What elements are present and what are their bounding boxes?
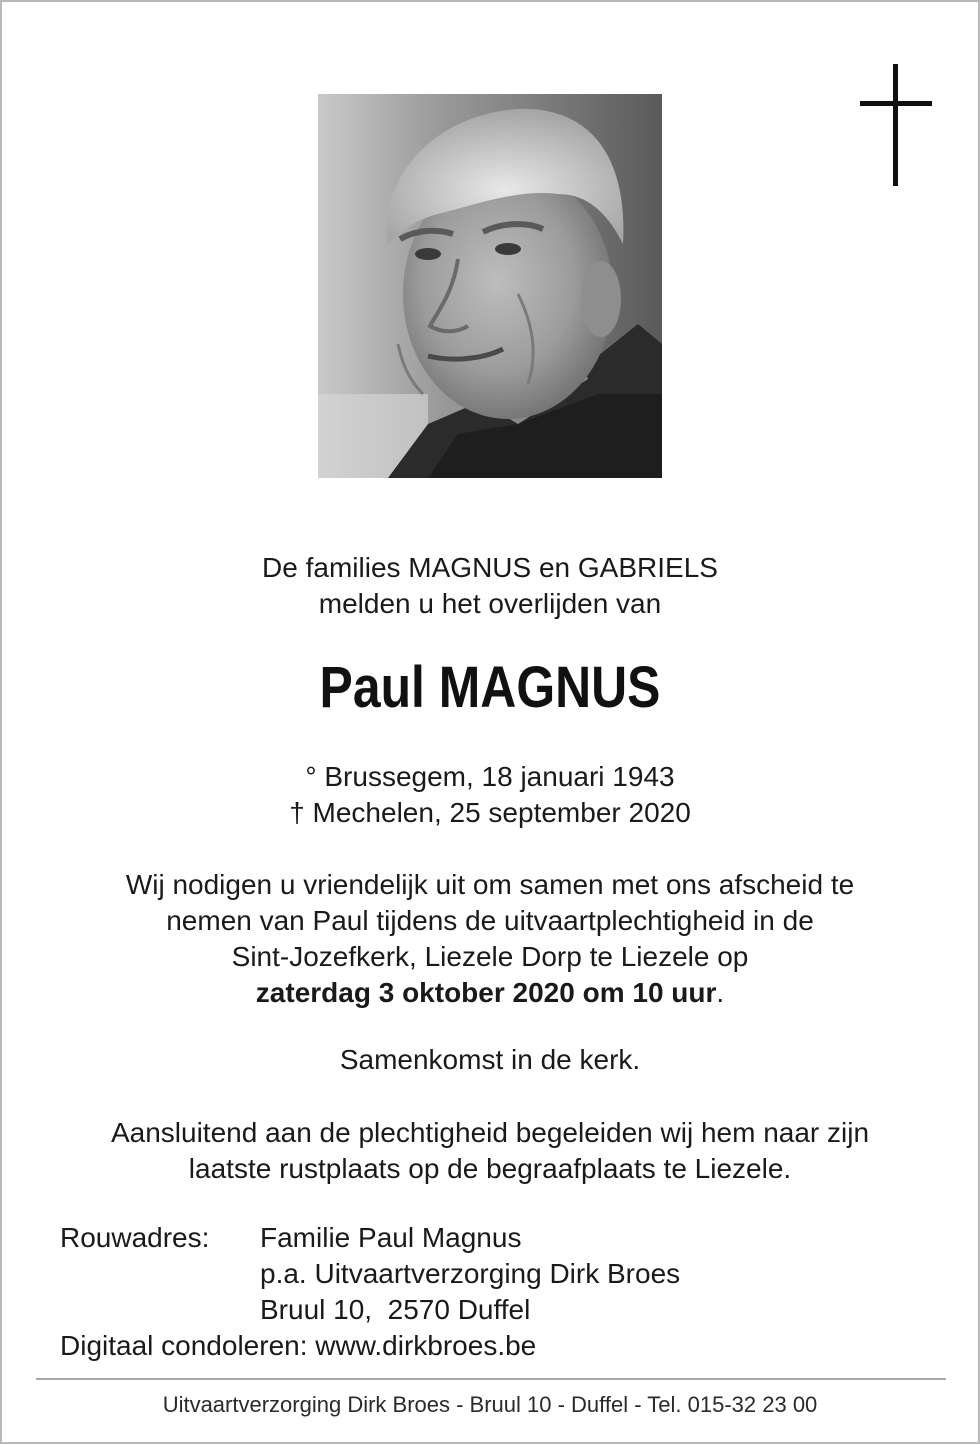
burial-line-2: laatste rustplaats op de begraafplaats te Liezele.	[188, 1153, 792, 1184]
footer-contact: Uitvaartverzorging Dirk Broes - Bruul 10 - Duffel - Tel. 015-32 23 00	[162, 1392, 818, 1417]
death-line: † Mechelen, 25 september 2020	[289, 797, 691, 828]
announcement-intro	[2, 550, 978, 622]
address-spacer	[60, 1292, 260, 1328]
address-row-3	[60, 1292, 680, 1328]
gathering-note: Samenkomst in de kerk.	[339, 1044, 641, 1075]
invitation-datetime-line	[2, 975, 978, 1011]
cross-vertical-bar	[893, 64, 898, 186]
portrait-image	[318, 94, 662, 478]
deceased-name: Paul MAGNUS	[319, 655, 661, 720]
burial-line-1: Aansluitend aan de plechtigheid begeleiden wij hem naar zijn	[110, 1117, 870, 1148]
funeral-invitation	[2, 867, 978, 1011]
address-spacer	[60, 1256, 260, 1292]
birth-line: ° Brussegem, 18 januari 1943	[305, 761, 675, 792]
cross-horizontal-bar	[860, 101, 932, 106]
intro-line-1: De families MAGNUS en GABRIELS	[262, 552, 718, 583]
invitation-line-1: Wij nodigen u vriendelijk uit om samen met ons afscheid te	[125, 869, 855, 900]
address-row-2	[60, 1256, 680, 1292]
funeral-datetime: zaterdag 3 oktober 2020 om 10 uur	[255, 977, 717, 1008]
condolence-line: Digitaal condoleren: www.dirkbroes.be	[60, 1330, 537, 1361]
address-row-1	[60, 1220, 680, 1256]
datetime-suffix: .	[716, 977, 725, 1008]
address-line-3: Bruul 10, 2570 Duffel	[260, 1294, 531, 1325]
invitation-line-3: Sint-Jozefkerk, Liezele Dorp te Liezele op	[231, 941, 749, 972]
life-dates	[2, 759, 978, 831]
footer-divider	[36, 1378, 946, 1380]
burial-note	[2, 1115, 978, 1187]
mourning-address	[60, 1220, 680, 1364]
cross-icon	[860, 64, 934, 188]
address-line-2: p.a. Uitvaartverzorging Dirk Broes	[260, 1258, 681, 1289]
intro-line-2: melden u het overlijden van	[318, 588, 662, 619]
invitation-line-2: nemen van Paul tijdens de uitvaartplechtigheid in de	[166, 905, 814, 936]
portrait-photo	[318, 94, 662, 478]
address-label: Rouwadres:	[60, 1222, 210, 1253]
address-line-1: Familie Paul Magnus	[260, 1222, 522, 1253]
